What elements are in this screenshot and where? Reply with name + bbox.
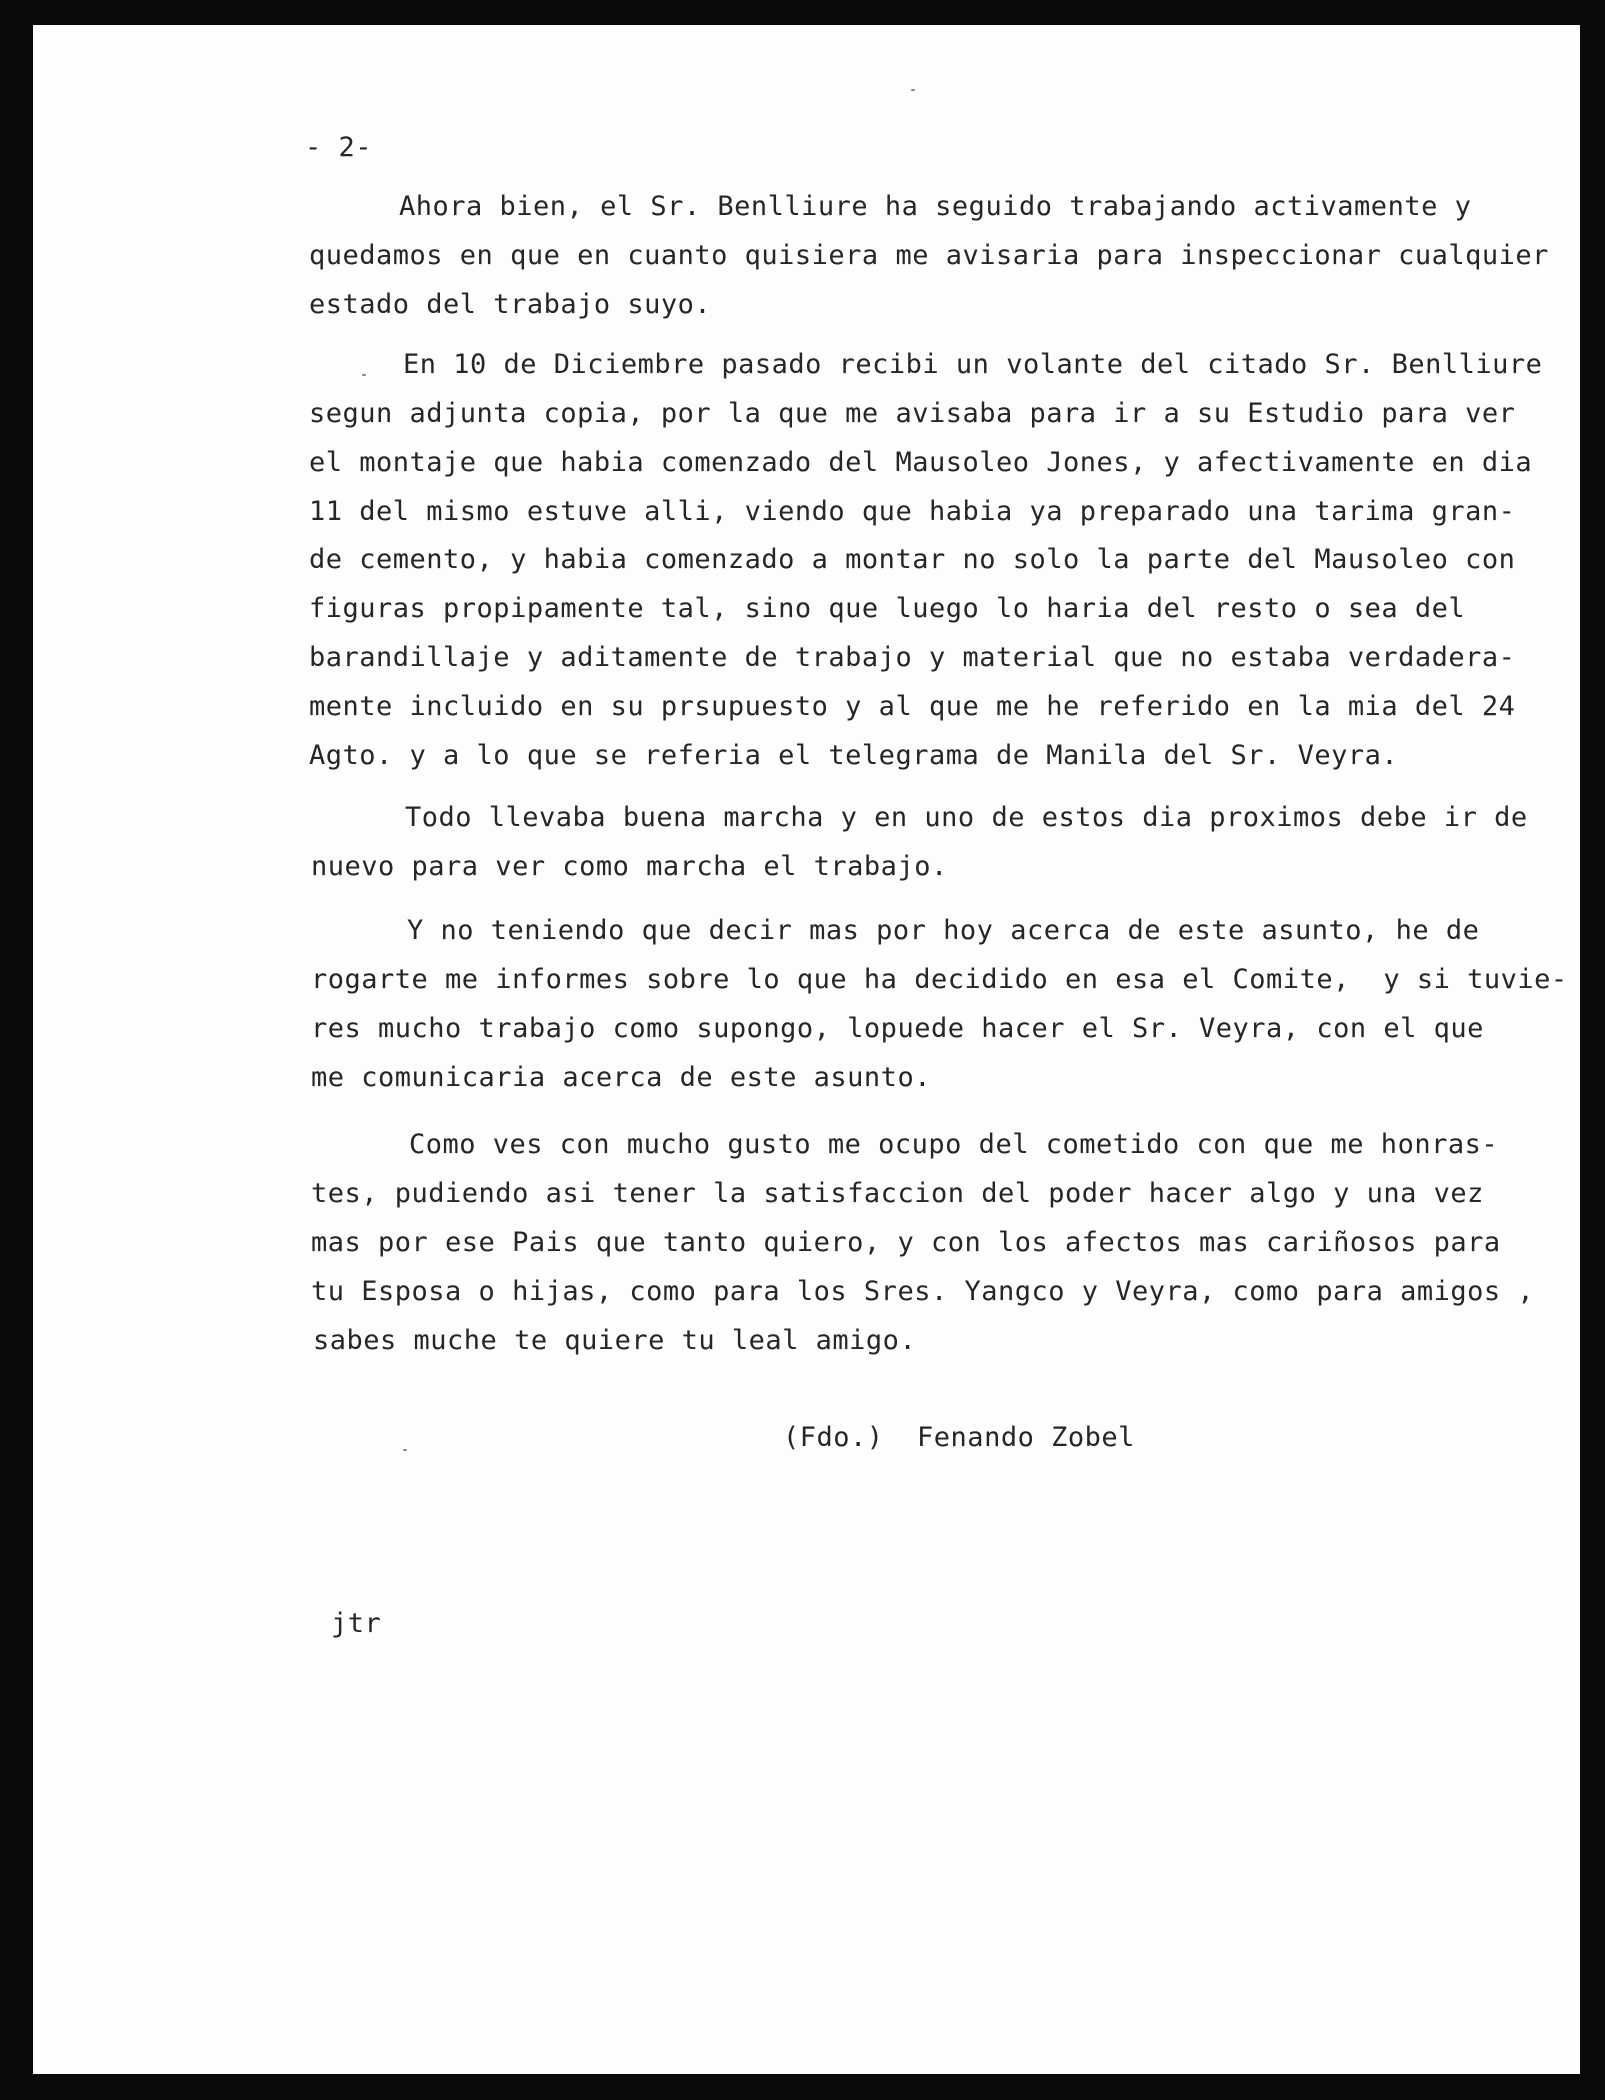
paragraph-1-line-3: estado del trabajo suyo.: [309, 289, 712, 320]
paragraph-2-line-3: el montaje que habia comenzado del Mausoleo Jones, y afectivamente en dia: [309, 447, 1533, 478]
paragraph-2-line-9: Agto. y a lo que se referia el telegrama de Manila del Sr. Veyra.: [309, 740, 1399, 771]
paragraph-1-line-1: Ahora bien, el Sr. Benlliure ha seguido trabajando activamente y: [399, 191, 1472, 222]
paragraph-4-line-4: me comunicaria acerca de este asunto.: [311, 1062, 931, 1093]
paragraph-5-line-5: sabes muche te quiere tu leal amigo.: [313, 1325, 917, 1356]
typist-initials: jtr: [331, 1608, 382, 1639]
paragraph-3-line-1: Todo llevaba buena marcha y en uno de estos dia proximos debe ir de: [405, 802, 1528, 833]
paragraph-2-line-1: En 10 de Diciembre pasado recibi un volante del citado Sr. Benlliure: [403, 349, 1543, 380]
scan-speck: [911, 89, 915, 91]
paragraph-2-line-5: de cemento, y habia comenzado a montar no solo la parte del Mausoleo con: [309, 544, 1516, 575]
paragraph-2-line-7: barandillaje y aditamente de trabajo y material que no estaba verdadera-: [309, 642, 1516, 673]
paragraph-1-line-2: quedamos en que en cuanto quisiera me avisaria para inspeccionar cualquier: [309, 240, 1549, 271]
paragraph-2-line-6: figuras propipamente tal, sino que luego lo haria del resto o sea del: [309, 593, 1466, 624]
paragraph-3-line-2: nuevo para ver como marcha el trabajo.: [311, 851, 948, 882]
paragraph-5-line-4: tu Esposa o hijas, como para los Sres. Yangco y Veyra, como para amigos ,: [311, 1276, 1535, 1307]
paragraph-5-line-3: mas por ese Pais que tanto quiero, y con los afectos mas cariñosos para: [311, 1227, 1501, 1258]
signature-line: (Fdo.) Fenando Zobel: [783, 1422, 1135, 1453]
paragraph-5-line-2: tes, pudiendo asi tener la satisfaccion del poder hacer algo y una vez: [311, 1178, 1484, 1209]
paragraph-2-line-4: 11 del mismo estuve alli, viendo que habia ya preparado una tarima gran-: [309, 496, 1516, 527]
scan-speck: [362, 374, 366, 376]
page-number: - 2-: [305, 132, 373, 163]
paragraph-2-line-8: mente incluido en su prsupuesto y al que me he referido en la mia del 24: [309, 691, 1516, 722]
paragraph-5-line-1: Como ves con mucho gusto me ocupo del cometido con que me honras-: [409, 1129, 1499, 1160]
letter-body: [33, 25, 1580, 2074]
paragraph-2-line-2: segun adjunta copia, por la que me avisaba para ir a su Estudio para ver: [309, 398, 1516, 429]
letter-page: [33, 25, 1580, 2074]
scan-speck: [403, 1449, 407, 1451]
paragraph-4-line-3: res mucho trabajo como supongo, lopuede hacer el Sr. Veyra, con el que: [311, 1013, 1484, 1044]
paragraph-4-line-2: rogarte me informes sobre lo que ha decidido en esa el Comite, y si tuvie-: [311, 964, 1568, 995]
paragraph-4-line-1: Y no teniendo que decir mas por hoy acerca de este asunto, he de: [407, 915, 1480, 946]
